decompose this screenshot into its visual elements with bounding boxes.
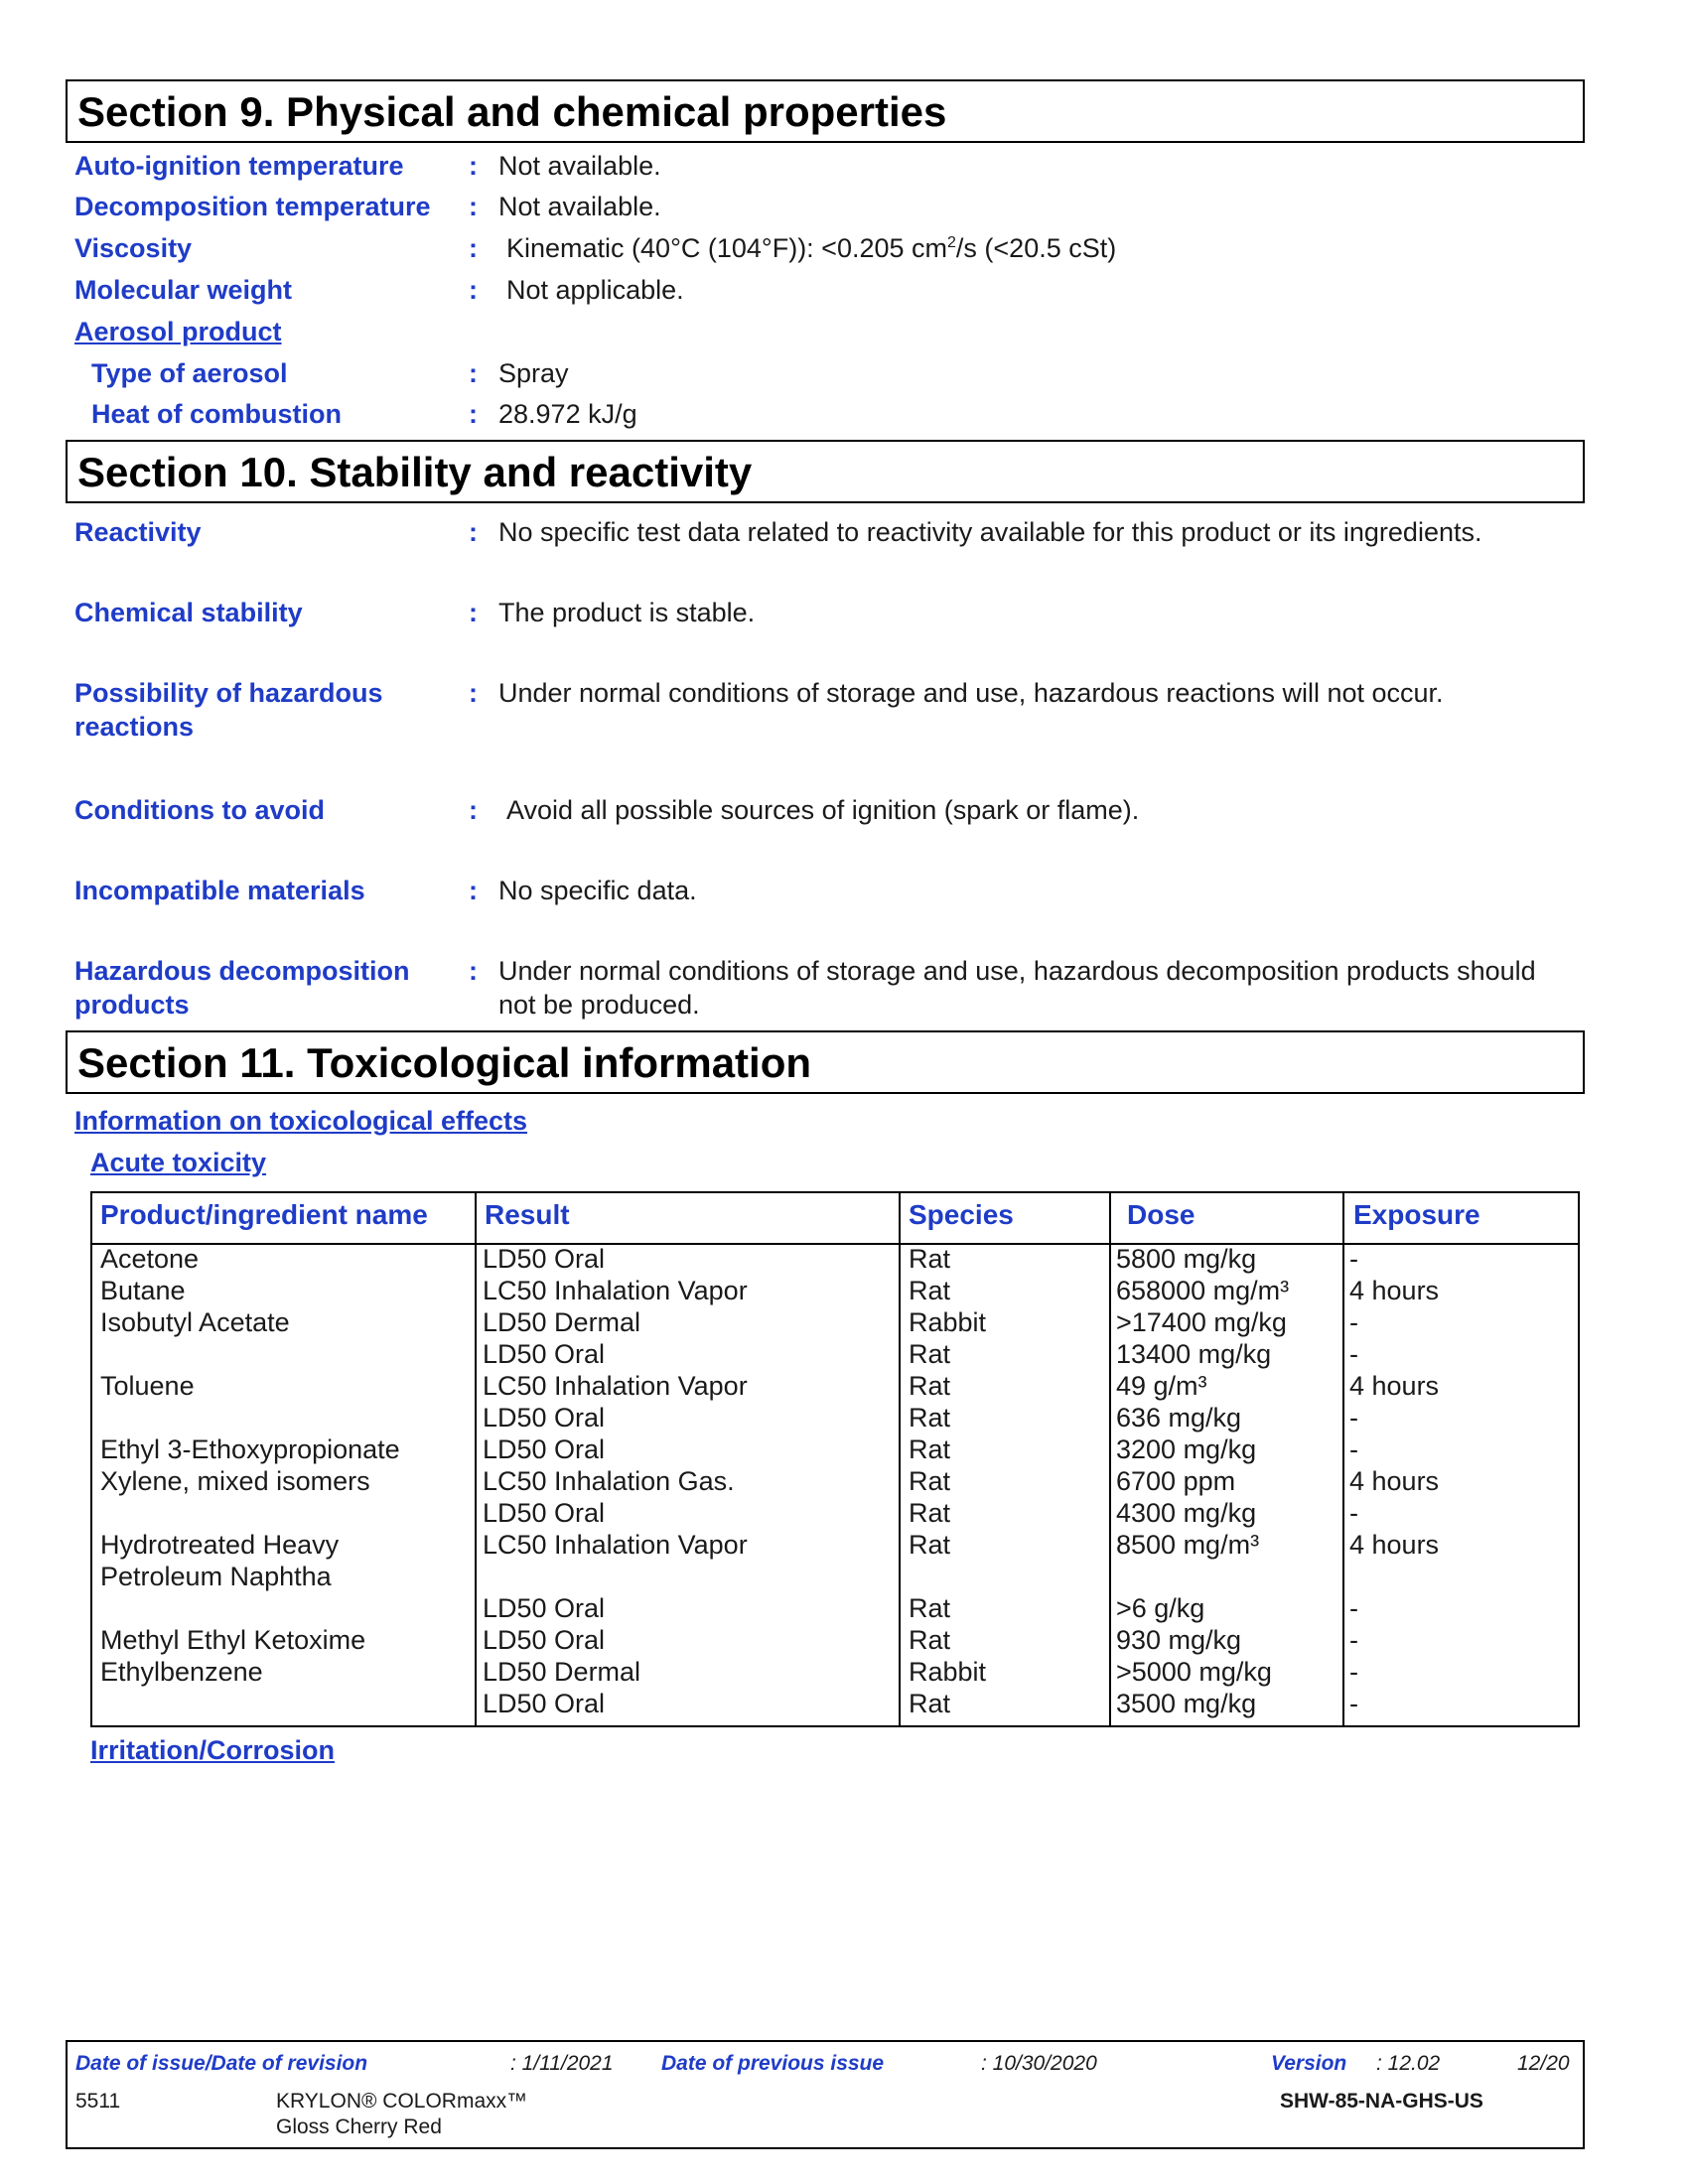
table-row (92, 1624, 1578, 1656)
section-title: Section 10. Stability and reactivity (77, 449, 753, 495)
cell-species: Rat (909, 1339, 951, 1369)
conditions-to-avoid-value: Avoid all possible sources of ignition (spark or flame). (506, 795, 1140, 825)
cell-name: Acetone (100, 1244, 200, 1274)
aerosol-product-link[interactable]: Aerosol product (74, 317, 282, 346)
table-row (92, 1402, 1578, 1433)
cell-exposure: - (1349, 1625, 1358, 1655)
cell-species: Rat (909, 1466, 951, 1496)
conditions-to-avoid-label: Conditions to avoid (74, 795, 325, 825)
cell-exposure: - (1349, 1403, 1358, 1433)
hazardous-decomposition-label: Hazardous decomposition products (74, 956, 410, 1020)
colon: : (469, 876, 478, 905)
acute-toxicity-link[interactable]: Acute toxicity (90, 1148, 267, 1177)
cell-result: LD50 Oral (483, 1339, 606, 1369)
page-footer (66, 2040, 1585, 2149)
cell-species: Rat (909, 1403, 951, 1433)
toxicological-effects-link[interactable]: Information on toxicological effects (74, 1106, 528, 1136)
molecular-weight-value: Not applicable. (506, 275, 684, 305)
section-title: Section 11. Toxicological information (77, 1039, 812, 1086)
date-of-issue-label: Date of issue/Date of revision (75, 2052, 368, 2075)
table-header (92, 1193, 1578, 1245)
document-id: SHW-85-NA-GHS-US (1280, 2090, 1483, 2113)
cell-result: LD50 Oral (483, 1434, 606, 1464)
heat-of-combustion-value: 28.972 kJ/g (498, 399, 637, 429)
cell-species: Rat (909, 1276, 951, 1305)
cell-exposure: - (1349, 1434, 1358, 1464)
table-body (92, 1243, 1578, 1719)
colon: : (469, 233, 478, 263)
col-header-species: Species (909, 1199, 1014, 1230)
col-header-dose: Dose (1127, 1199, 1196, 1230)
cell-name: Hydrotreated Heavy Petroleum Naphtha (100, 1530, 340, 1591)
cell-result: LC50 Inhalation Gas. (483, 1466, 735, 1496)
page-number: 12/20 (1517, 2052, 1570, 2075)
colon: : (469, 956, 478, 986)
cell-dose: 5800 mg/kg (1116, 1244, 1257, 1274)
reactivity-label: Reactivity (74, 517, 202, 547)
molecular-weight-label: Molecular weight (74, 275, 293, 305)
table-row (92, 1656, 1578, 1688)
decomposition-label: Decomposition temperature (74, 192, 431, 221)
table-row (92, 1529, 1578, 1592)
type-of-aerosol-label: Type of aerosol (91, 358, 288, 388)
decomposition-value: Not available. (498, 192, 661, 221)
cell-name: Ethyl 3-Ethoxypropionate (100, 1434, 400, 1464)
cell-species: Rat (909, 1689, 951, 1718)
table-row (92, 1433, 1578, 1465)
cell-exposure: - (1349, 1307, 1358, 1337)
colon: : (469, 358, 478, 388)
cell-dose: 8500 mg/m³ (1116, 1530, 1260, 1560)
cell-dose: 658000 mg/m³ (1116, 1276, 1290, 1305)
colon: : (469, 598, 478, 627)
version-value: : 12.02 (1376, 2052, 1441, 2075)
cell-name: Ethylbenzene (100, 1657, 263, 1687)
viscosity-value: Kinematic (40°C (104°F)): <0.205 $cm^2/s$ (<20.5 cSt) (506, 233, 1117, 263)
product-variant: Gloss Cherry Red (276, 2116, 442, 2138)
viscosity-label: Viscosity (74, 233, 193, 263)
acute-toxicity-table (90, 1191, 1580, 1727)
cell-result: LC50 Inhalation Vapor (483, 1276, 748, 1305)
heat-of-combustion-label: Heat of combustion (91, 399, 343, 429)
cell-exposure: - (1349, 1689, 1358, 1718)
colon: : (469, 795, 478, 825)
cell-result: LD50 Oral (483, 1403, 606, 1433)
incompatible-materials-value: No specific data. (498, 876, 697, 905)
previous-issue-value: : 10/30/2020 (981, 2052, 1097, 2075)
product-name: KRYLON® COLORmaxx™ (276, 2090, 528, 2113)
cell-result: LD50 Oral (483, 1689, 606, 1718)
col-header-name: Product/ingredient name (100, 1199, 428, 1230)
cell-exposure: 4 hours (1349, 1466, 1440, 1496)
cell-result: LC50 Inhalation Vapor (483, 1371, 748, 1401)
cell-species: Rat (909, 1498, 951, 1528)
table-row (92, 1243, 1578, 1275)
cell-name: Xylene, mixed isomers (100, 1466, 370, 1496)
cell-dose: 6700 ppm (1116, 1466, 1236, 1496)
cell-name: Toluene (100, 1371, 195, 1401)
auto-ignition-value: Not available. (498, 151, 661, 181)
cell-exposure: - (1349, 1657, 1358, 1687)
cell-dose: >5000 mg/kg (1116, 1657, 1272, 1687)
colon: : (469, 517, 478, 547)
cell-exposure: - (1349, 1498, 1358, 1528)
previous-issue-label: Date of previous issue (661, 2052, 885, 2075)
cell-result: LD50 Oral (483, 1593, 606, 1623)
table-row (92, 1497, 1578, 1529)
hazardous-decomposition-value: Under normal conditions of storage and use, hazardous decomposition products should not be produced. (498, 956, 1536, 1020)
cell-name: Butane (100, 1276, 186, 1305)
incompatible-materials-label: Incompatible materials (74, 876, 365, 905)
cell-dose: 930 mg/kg (1116, 1625, 1242, 1655)
cell-result: LD50 Dermal (483, 1307, 641, 1337)
table-row (92, 1592, 1578, 1624)
colon: : (469, 678, 478, 708)
hazardous-reactions-value: Under normal conditions of storage and use, hazardous reactions will not occur. (498, 678, 1444, 708)
cell-dose: 13400 mg/kg (1116, 1339, 1272, 1369)
product-code: 5511 (75, 2090, 121, 2113)
cell-species: Rat (909, 1371, 951, 1401)
section-11-header (66, 1030, 1585, 1094)
col-header-exposure: Exposure (1353, 1199, 1480, 1230)
version-label: Version (1271, 2052, 1347, 2075)
irritation-corrosion-link[interactable]: Irritation/Corrosion (90, 1735, 336, 1765)
cell-species: Rat (909, 1625, 951, 1655)
date-of-issue-value: : 1/11/2021 (510, 2052, 614, 2075)
cell-species: Rabbit (909, 1657, 987, 1687)
auto-ignition-label: Auto-ignition temperature (74, 151, 404, 181)
cell-exposure: 4 hours (1349, 1371, 1440, 1401)
table-row (92, 1370, 1578, 1402)
cell-dose: 3500 mg/kg (1116, 1689, 1257, 1718)
cell-exposure: - (1349, 1244, 1358, 1274)
table-row (92, 1688, 1578, 1719)
col-header-result: Result (485, 1199, 570, 1230)
cell-exposure: - (1349, 1339, 1358, 1369)
table-row (92, 1306, 1578, 1338)
cell-species: Rat (909, 1530, 951, 1560)
section-title: Section 9. Physical and chemical properties (77, 88, 947, 135)
table-row (92, 1338, 1578, 1370)
chemical-stability-label: Chemical stability (74, 598, 303, 627)
cell-result: LD50 Dermal (483, 1657, 641, 1687)
cell-dose: 4300 mg/kg (1116, 1498, 1257, 1528)
colon: : (469, 151, 478, 181)
cell-dose: >17400 mg/kg (1116, 1307, 1287, 1337)
cell-species: Rabbit (909, 1307, 987, 1337)
cell-result: LD50 Oral (483, 1244, 606, 1274)
reactivity-value: No specific test data related to reactivity available for this product or its ingredients. (498, 517, 1482, 547)
cell-exposure: 4 hours (1349, 1530, 1440, 1560)
cell-dose: 3200 mg/kg (1116, 1434, 1257, 1464)
table-row (92, 1275, 1578, 1306)
cell-exposure: 4 hours (1349, 1276, 1440, 1305)
type-of-aerosol-value: Spray (498, 358, 569, 388)
cell-result: LD50 Oral (483, 1625, 606, 1655)
cell-species: Rat (909, 1434, 951, 1464)
colon: : (469, 275, 478, 305)
cell-exposure: - (1349, 1593, 1358, 1623)
section-9-header (66, 79, 1585, 143)
cell-dose: 636 mg/kg (1116, 1403, 1242, 1433)
cell-result: LD50 Oral (483, 1498, 606, 1528)
cell-species: Rat (909, 1244, 951, 1274)
cell-name: Isobutyl Acetate (100, 1307, 290, 1337)
table-row (92, 1465, 1578, 1497)
cell-dose: >6 g/kg (1116, 1593, 1205, 1623)
cell-dose: 49 g/m³ (1116, 1371, 1207, 1401)
colon: : (469, 192, 478, 221)
cell-result: LC50 Inhalation Vapor (483, 1530, 748, 1560)
section-10-header (66, 440, 1585, 503)
cell-species: Rat (909, 1593, 951, 1623)
cell-name: Methyl Ethyl Ketoxime (100, 1625, 366, 1655)
colon: : (469, 399, 478, 429)
hazardous-reactions-label: Possibility of hazardous reactions (74, 678, 383, 742)
chemical-stability-value: The product is stable. (498, 598, 756, 627)
